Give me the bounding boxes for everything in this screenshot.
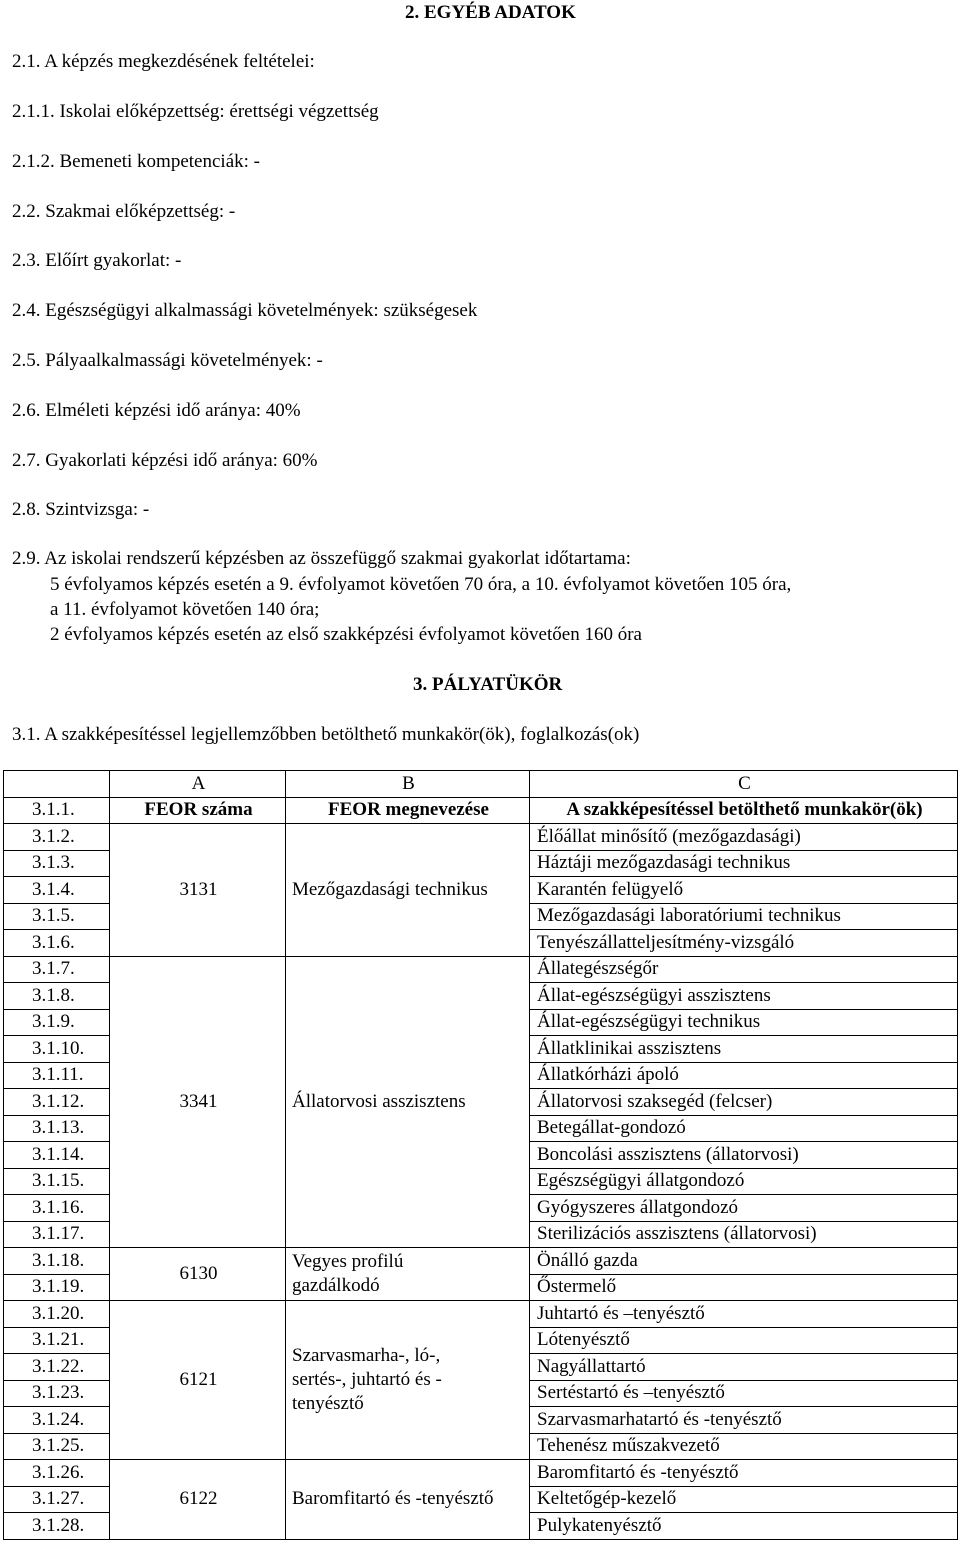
feor-table bbox=[3, 770, 958, 1540]
feor-name: Állatorvosi asszisztens bbox=[286, 956, 530, 1248]
row-number: 3.1.16. bbox=[4, 1195, 110, 1222]
feor-name: Baromfitartó és -tenyésztő bbox=[286, 1460, 530, 1540]
feor-name: Mezőgazdasági technikus bbox=[286, 824, 530, 957]
subsection-title: 3.1. A szakképesítéssel legjellemzőbben betölthető munkakör(ök), foglalkozás(ok) bbox=[12, 724, 640, 745]
section-heading-2: 2. EGYÉB ADATOK bbox=[405, 2, 576, 23]
list-item: 2.4. Egészségügyi alkalmassági követelmények: szükségesek bbox=[12, 300, 478, 321]
job-title: Háztáji mezőgazdasági technikus bbox=[530, 850, 958, 877]
feor-code: 6121 bbox=[110, 1301, 286, 1460]
row-number: 3.1.3. bbox=[4, 850, 110, 877]
row-number: 3.1.18. bbox=[4, 1248, 110, 1275]
section-heading-3: 3. PÁLYATÜKÖR bbox=[413, 674, 563, 695]
table-row bbox=[4, 956, 958, 983]
row-number: 3.1.20. bbox=[4, 1301, 110, 1328]
row-number: 3.1.23. bbox=[4, 1380, 110, 1407]
job-title: Állategészségőr bbox=[530, 956, 958, 983]
feor-code: 6130 bbox=[110, 1248, 286, 1301]
paragraph-line: a 11. évfolyamot követően 140 óra; bbox=[50, 599, 320, 620]
job-title: Állat-egészségügyi technikus bbox=[530, 1009, 958, 1036]
list-item: 2.1.1. Iskolai előképzettség: érettségi végzettség bbox=[12, 101, 379, 122]
job-title: Sertéstartó és –tenyésztő bbox=[530, 1380, 958, 1407]
list-item: 2.5. Pályaalkalmassági követelmények: - bbox=[12, 350, 323, 371]
job-title: Állatorvosi szaksegéd (felcser) bbox=[530, 1089, 958, 1116]
row-number: 3.1.26. bbox=[4, 1460, 110, 1487]
row-number: 3.1.13. bbox=[4, 1115, 110, 1142]
header-feor-code: FEOR száma bbox=[110, 797, 286, 824]
paragraph-line: 2.9. Az iskolai rendszerű képzésben az összefüggő szakmai gyakorlat időtartama: bbox=[12, 548, 631, 569]
job-title: Lótenyésztő bbox=[530, 1327, 958, 1354]
job-title: Állatklinikai asszisztens bbox=[530, 1036, 958, 1063]
job-title: Tenyészállatteljesítmény-vizsgáló bbox=[530, 930, 958, 957]
list-item: 2.8. Szintvizsga: - bbox=[12, 499, 150, 520]
job-title: Gyógyszeres állatgondozó bbox=[530, 1195, 958, 1222]
paragraph-line: 2 évfolyamos képzés esetén az első szakképzési évfolyamot követően 160 óra bbox=[50, 624, 642, 645]
job-title: Egészségügyi állatgondozó bbox=[530, 1168, 958, 1195]
list-item: 2.1.2. Bemeneti kompetenciák: - bbox=[12, 151, 260, 172]
feor-code: 3131 bbox=[110, 824, 286, 957]
row-number: 3.1.4. bbox=[4, 877, 110, 904]
job-title: Nagyállattartó bbox=[530, 1354, 958, 1381]
column-letter-b: B bbox=[286, 771, 530, 798]
row-number: 3.1.1. bbox=[4, 797, 110, 824]
job-title: Szarvasmarhatartó és -tenyésztő bbox=[530, 1407, 958, 1434]
column-letter-row bbox=[4, 771, 958, 798]
feor-name: Szarvasmarha-, ló-, sertés-, juhtartó és -tenyésztő bbox=[286, 1301, 530, 1460]
job-title: Betegállat-gondozó bbox=[530, 1115, 958, 1142]
job-title: Állatkórházi ápoló bbox=[530, 1062, 958, 1089]
job-title: Baromfitartó és -tenyésztő bbox=[530, 1460, 958, 1487]
job-title: Boncolási asszisztens (állatorvosi) bbox=[530, 1142, 958, 1169]
job-title: Pulykatenyésztő bbox=[530, 1513, 958, 1540]
row-number: 3.1.25. bbox=[4, 1433, 110, 1460]
header-feor-name: FEOR megnevezése bbox=[286, 797, 530, 824]
header-row bbox=[4, 797, 958, 824]
table-row bbox=[4, 1301, 958, 1328]
job-title: Önálló gazda bbox=[530, 1248, 958, 1275]
column-letter-a: A bbox=[110, 771, 286, 798]
list-item: 2.1. A képzés megkezdésének feltételei: bbox=[12, 51, 315, 72]
row-number: 3.1.7. bbox=[4, 956, 110, 983]
list-item: 2.7. Gyakorlati képzési idő aránya: 60% bbox=[12, 450, 318, 471]
job-title: Juhtartó és –tenyésztő bbox=[530, 1301, 958, 1328]
feor-code: 3341 bbox=[110, 956, 286, 1248]
header-job-titles: A szakképesítéssel betölthető munkakör(ök) bbox=[530, 797, 958, 824]
job-title: Keltetőgép-kezelő bbox=[530, 1486, 958, 1513]
job-title: Tehenész műszakvezető bbox=[530, 1433, 958, 1460]
table-row bbox=[4, 1248, 958, 1275]
job-title: Állat-egészségügyi asszisztens bbox=[530, 983, 958, 1010]
row-number: 3.1.10. bbox=[4, 1036, 110, 1063]
table-row bbox=[4, 824, 958, 851]
row-number: 3.1.17. bbox=[4, 1221, 110, 1248]
row-number: 3.1.27. bbox=[4, 1486, 110, 1513]
row-number: 3.1.9. bbox=[4, 1009, 110, 1036]
row-number: 3.1.19. bbox=[4, 1274, 110, 1301]
job-title: Őstermelő bbox=[530, 1274, 958, 1301]
row-number: 3.1.24. bbox=[4, 1407, 110, 1434]
row-number: 3.1.14. bbox=[4, 1142, 110, 1169]
row-number: 3.1.22. bbox=[4, 1354, 110, 1381]
feor-name: Vegyes profilú gazdálkodó bbox=[286, 1248, 530, 1301]
feor-code: 6122 bbox=[110, 1460, 286, 1540]
row-number: 3.1.8. bbox=[4, 983, 110, 1010]
row-number: 3.1.28. bbox=[4, 1513, 110, 1540]
job-title: Élőállat minősítő (mezőgazdasági) bbox=[530, 824, 958, 851]
list-item: 2.3. Előírt gyakorlat: - bbox=[12, 250, 182, 271]
list-item: 2.6. Elméleti képzési idő aránya: 40% bbox=[12, 400, 301, 421]
job-title: Karantén felügyelő bbox=[530, 877, 958, 904]
empty-corner-cell bbox=[4, 771, 110, 798]
list-item: 2.2. Szakmai előképzettség: - bbox=[12, 201, 236, 222]
row-number: 3.1.12. bbox=[4, 1089, 110, 1116]
job-title: Sterilizációs asszisztens (állatorvosi) bbox=[530, 1221, 958, 1248]
row-number: 3.1.2. bbox=[4, 824, 110, 851]
paragraph-line: 5 évfolyamos képzés esetén a 9. évfolyamot követően 70 óra, a 10. évfolyamot követően 105 óra, bbox=[50, 574, 792, 595]
column-letter-c: C bbox=[530, 771, 958, 798]
row-number: 3.1.15. bbox=[4, 1168, 110, 1195]
row-number: 3.1.5. bbox=[4, 903, 110, 930]
row-number: 3.1.11. bbox=[4, 1062, 110, 1089]
row-number: 3.1.6. bbox=[4, 930, 110, 957]
row-number: 3.1.21. bbox=[4, 1327, 110, 1354]
table-row bbox=[4, 1460, 958, 1487]
job-title: Mezőgazdasági laboratóriumi technikus bbox=[530, 903, 958, 930]
